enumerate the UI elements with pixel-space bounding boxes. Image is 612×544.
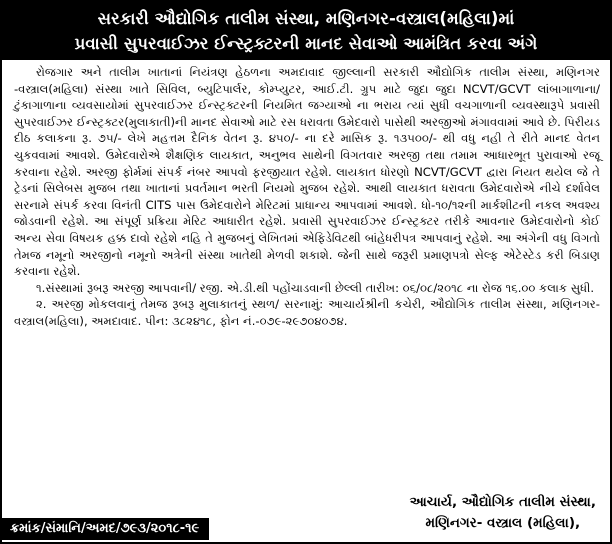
main-paragraph: રોજગાર અને તાલીમ ખાતાનાં નિયંત્રણ હેઠળના અમદાવાદ જીલ્લાની સરકારી ઔદ્યોગિક તાલીમ સંસ્થા, મણિનગર -વસ્ત્રાલ(મહિલા) સંસ્થા ખાતે સિવિલ, બ્યુટિપાર્લર, કોમ્પ્યુટર, આઈ.ટી. ગ્રુપ માટે જુદા જુદા NCVT/GCVT લાંબાગાળાના/ટુંકાગાળાના વ્યવસાયોમાં સુપરવાઈઝર ઈન્સ્ટ્રક્ટરની નિયમિત જગ્યાઓ ના ભરાય ત્યાં સુધી વચગાળાની વ્યવસ્થારૂપે પ્રવાસી સુપરવાઈઝર ઈન્સ્ટ્રક્ટર(મુલાકાતી)ની માનદ સેવાઓ માટે રસ ધરાવતા ઉમેદવારો પાસેથી અરજીઓ મંગાવવામાં આવે છે. પિરીયડ દીઠ કલાકના રૂ. ૭૫/- લેખે મહત્તમ દૈનિક વેતન રૂ. ૪૫૦/- ના દરે માસિક રૂ. ૧૩૫૦૦/- થી વધુ નહી તે રીતે માનદ વેતન ચુકવવામાં આવશે. ઉમેદવારોએ શૈક્ષણિક લાયકાત, અનુભવ સાથેની વિગતવાર અરજી તથા તમામ આધારભૂત પુરાવાઓ રજૂ કરવાના રહેશે. અરજી ફોર્મમાં સંપર્ક નંબર આપવો ફરજીયાત રહેશે. લાયકાત ધોરણો NCVT/GCVT દ્વારા નિયત થયેલ જે તે ટ્રેડનાં સિલેબસ મુજબ તથા ખાતાનાં પ્રવર્તમાન ભરતી નિયમો મુજબ રહેશે. આથી લાયકાત ધરાવતા ઉમેદવારોએ નીચે દર્શાવેલ સરનામે સંપર્ક કરવા વિનંતી CITS પાસ ઉમેદવારોને મેરિટમાં પ્રાધાન્ય આપવામાં આવશે. ધો-૧૦/૧૨ની માર્કશીટની નકલ અવશ્ય જોડવાની રહેશે. આ સંપૂર્ણ પ્રક્રિયા મેરિટ આધારીત રહેશે. પ્રવાસી સુપરવાઈઝર ઈન્સ્ટ્રક્ટર તરીકે આવનાર ઉમેદવારોનો કોઈ અન્ય સેવા વિષયક હક્ક દાવો રહેશે નહિ તે મુજબનું લેખિતમાં એફિડેવિટથી બાંહેધરીપત્ર આપવાનું રહેશે. આ અંગેની વધુ વિગતો તેમજ નમૂનો અરજીનો નમૂનો અત્રેની સંસ્થા ખાતેથી મેળવી શકાશે. જેની સાથે જરૂરી પ્રમાણપત્રો સેલ્ફ એટેસ્ટેડ કરી બિડાણ કરવાના રહેશે.: [14, 65, 600, 279]
signature-block: [410, 492, 596, 534]
notice-body: [2, 60, 610, 330]
address-item: ૨. અરજી મોકલવાનું તેમજ રૂબરૂ મુલાકાતનું સ્થળ/ સરનામું: આચાર્યશ્રીની કચેરી, ઔદ્યોગિક તાલીમ સંસ્થા, મણિનગર-વસ્ત્રાલ(મહિલા), અમદાવાદ. પીન: ૩૮૨૪૧૮, ફોન નં.-૦૭૯-૨૯૭૦૪૦૭૪.: [14, 297, 600, 328]
header-line-2: પ્રવાસી સુપરવાઈઝર ઈન્સ્ટ્રક્ટરની માનદ સેવાઓ આમંત્રિત કરવા અંગે: [74, 34, 538, 53]
reference-number: ક્રમાંક/સંમાનિ/અમદ/૭૯૩/૨૦૧૮-૧૯: [2, 518, 209, 540]
last-date-item: ૧.સંસ્થામાં રૂબરૂ અરજી આપવાની/ રજી. એ.ડી.થી પહોંચાડવાની છેલ્લી તારીખ: ૦૬/૦૮/૨૦૧૮ ના રોજ ૧૬.૦૦ કલાક સુધી.: [36, 280, 595, 295]
signature-line-1: આચાર્ય, ઔદ્યોગિક તાલીમ સંસ્થા,: [409, 494, 596, 510]
header-line-1: સરકારી ઔદ્યોગિક તાલીમ સંસ્થા, મણિનગર-વસ્ત્રાલ(મહિલા)માં: [97, 9, 515, 28]
notice-header: [2, 2, 610, 60]
signature-line-2: મણિનગર- વસ્ત્રાલ (મહિલા),: [425, 515, 581, 531]
